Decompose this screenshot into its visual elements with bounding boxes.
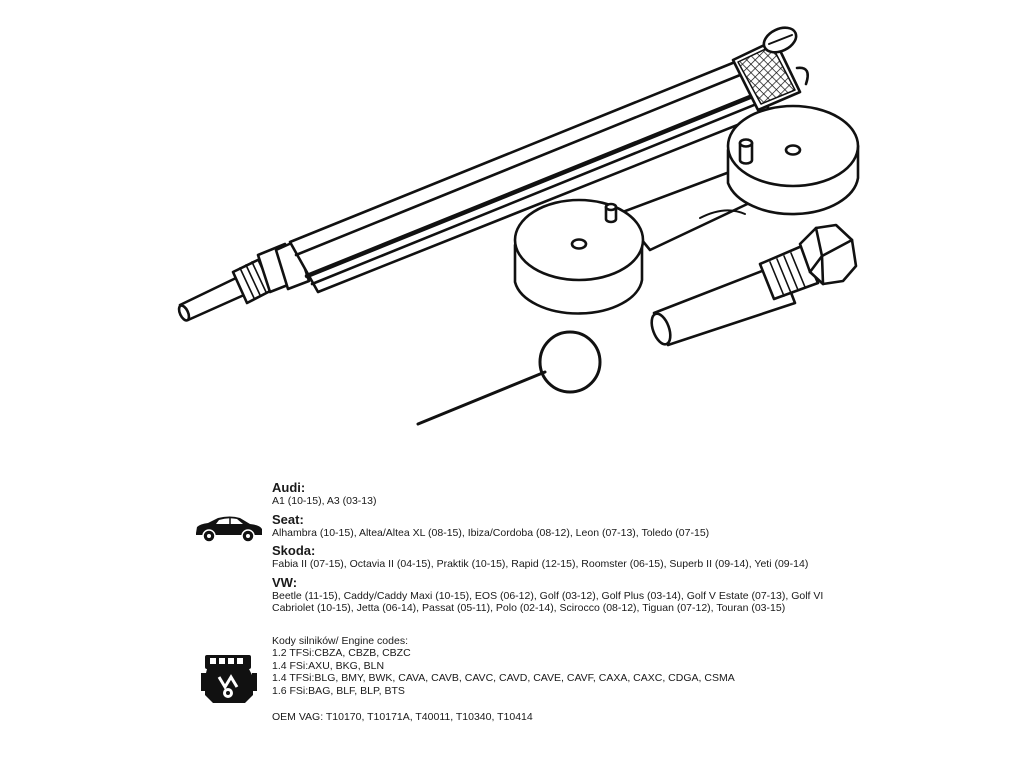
model-list: Alhambra (10-15), Altea/Altea XL (08-15), Ibiza/Cordoba (08-12), Leon (07-13), Toledo (07-15) [272, 526, 710, 539]
brand-name: Skoda: [272, 543, 316, 558]
brand-name: Audi: [272, 480, 306, 495]
model-list: A1 (10-15), A3 (03-13) [272, 495, 377, 507]
brand-name: Seat: [272, 511, 304, 527]
car-icon [194, 515, 264, 543]
application-vw [272, 575, 832, 615]
threaded-bolt [648, 225, 856, 347]
model-list: Beetle (11-15), Caddy/Caddy Maxi (10-15), EOS (06-12), Golf (03-12), Golf Plus (03-14), Golf V Estate (07-13), Golf VI Cabriolet (10-15), Jetta (06-14), Passat (05-11), Polo (02-14), Scirocco (08-12), Tiguan (07-12), Touran (03-15) [272, 589, 824, 614]
engine-codes [272, 635, 832, 698]
brand-name: VW: [272, 574, 298, 590]
oem-reference: OEM VAG: T10170, T10171A, T40011, T10340, T10414 [272, 711, 533, 723]
application-seat [272, 512, 832, 540]
engine-code-line: 1.4 FSi:AXU, BKG, BLN [272, 659, 385, 672]
engine-codes-heading: Kody silników/ Engine codes: [272, 634, 408, 647]
model-list: Fabia II (07-15), Octavia II (04-15), Praktik (10-15), Rapid (12-15), Roomster (06-15), Superb II (09-14), Yeti (09-14) [272, 558, 809, 570]
application-skoda [272, 543, 832, 571]
engine-code-line: 1.2 TFSi:CBZA, CBZB, CBZC [272, 647, 411, 659]
vehicle-applications [272, 480, 832, 724]
engine-code-line: 1.4 TFSi:BLG, BMY, BWK, CAVA, CAVB, CAVC, CAVD, CAVE, CAVF, CAXA, CAXC, CDGA, CSMA [272, 672, 735, 684]
locking-pin [177, 278, 244, 322]
ring-pin [418, 332, 600, 424]
engine-code-line: 1.6 FSi:BAG, BLF, BLP, BTS [272, 684, 405, 697]
application-audi [272, 480, 832, 508]
engine-icon [201, 651, 257, 705]
